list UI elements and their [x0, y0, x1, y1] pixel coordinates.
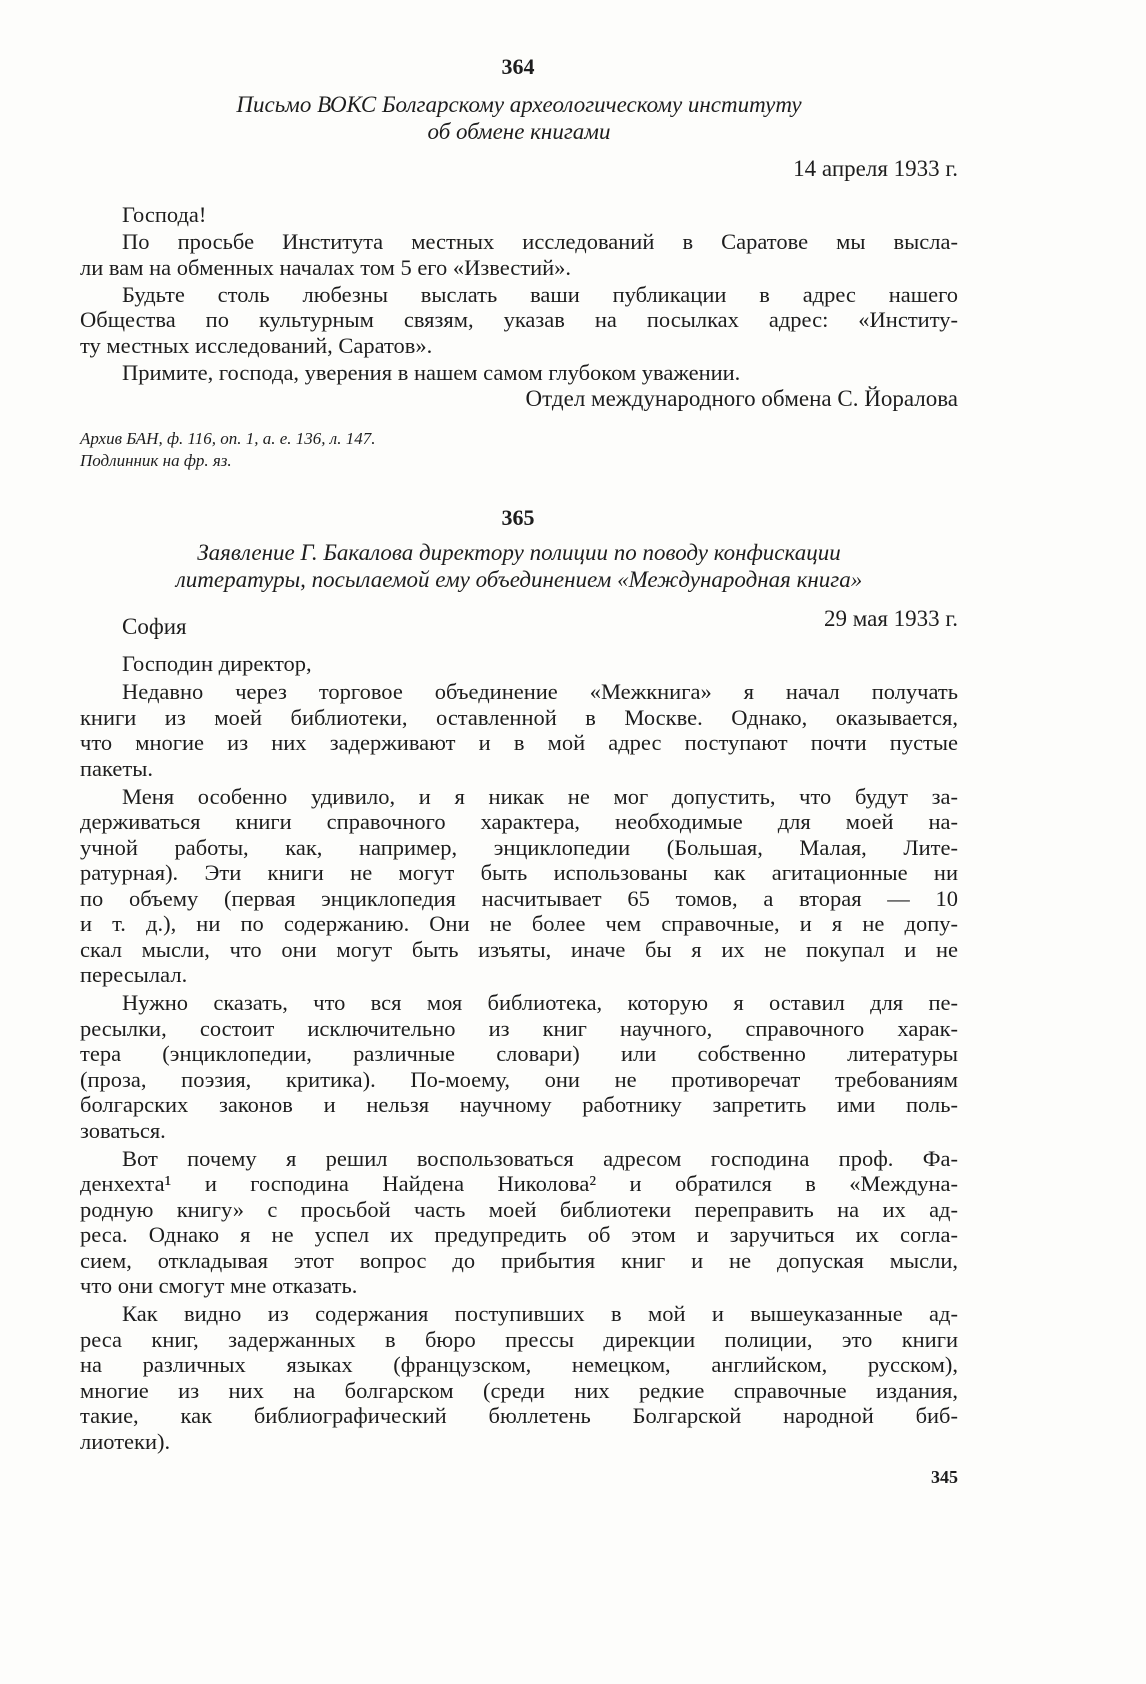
text-line: Меня особенно удивило, и я никак не мог допустить, что будут за- — [122, 783, 958, 809]
text-line: Примите, господа, уверения в нашем самом глубоком уважении. — [122, 359, 741, 385]
paragraph — [80, 1301, 958, 1454]
text-line: реса книг, задержанных в бюро прессы дирекции полиции, это книги — [80, 1326, 958, 1352]
text-line: ресылки, состоит исключительно из книг научного, справочного харак- — [80, 1015, 958, 1041]
text-line: держиваться книги справочного характера, необходимые для моей на- — [80, 809, 958, 834]
paragraph — [80, 651, 958, 677]
page-number: 345 — [931, 1467, 958, 1487]
text-line: тера (энциклопедии, различные словари) или собственно литературы — [80, 1041, 958, 1066]
paragraph — [80, 679, 958, 781]
text-line: ратурная). Эти книги не могут быть использованы как агитационные ни — [80, 860, 958, 885]
text-line: Нужно сказать, что вся моя библиотека, которую я оставил для пе- — [122, 990, 958, 1015]
text-line: реса. Однако я не успел их предупредить об этом и заручиться их согла- — [80, 1222, 958, 1247]
text-line: Господин директор, — [122, 651, 312, 676]
archive-source — [80, 428, 375, 472]
text-line: зоваться. — [80, 1117, 166, 1143]
text-line: Вот почему я решил воспользоваться адресом господина проф. Фа- — [122, 1145, 958, 1171]
letter-body — [80, 202, 958, 385]
paragraph — [80, 360, 958, 386]
text-line: и т. д.), ни по содержанию. Они не более чем справочные, и я не допу- — [80, 911, 958, 936]
document-number: 364 — [501, 54, 535, 79]
paragraph — [80, 282, 958, 359]
paragraph — [80, 202, 958, 228]
document-date: 14 апреля 1933 г. — [793, 156, 958, 181]
text-line: на различных языках (французском, немецком, английском, русском), — [80, 1352, 958, 1377]
paragraph — [80, 1146, 958, 1299]
text-line: такие, как библиографический бюллетень Болгарской народной биб- — [80, 1403, 958, 1428]
text-line: денхехта¹ и господина Найдена Николова² и обратился в «Междуна- — [80, 1171, 958, 1196]
document-date: 29 мая 1933 г. — [823, 606, 958, 631]
text-line: Как видно из содержания поступивших в мой и вышеуказанные ад- — [122, 1301, 958, 1326]
text-line: родную книгу» с просьбой часть моей библиотеки переправить на их ад- — [80, 1196, 958, 1222]
signature: Отдел международного обмена С. Йоралова — [525, 386, 958, 411]
statement-body — [80, 651, 958, 1454]
text-line: что многие из них задерживают и в мой адрес поступают почти пустые — [80, 730, 958, 755]
text-line: болгарских законов и нельзя научному работнику запретить ими поль- — [80, 1092, 958, 1117]
paragraph — [80, 784, 958, 988]
text-line: пересылал. — [80, 962, 188, 987]
text-line: учной работы, как, например, энциклопедии (Большая, Малая, Лите- — [80, 834, 958, 860]
text-line: По просьбе Института местных исследований в Саратове мы высла- — [122, 229, 958, 254]
document-number: 365 — [501, 505, 535, 530]
document-title — [80, 539, 958, 593]
document-place: София — [122, 614, 187, 639]
text-line: Господа! — [122, 202, 207, 227]
document-title — [80, 91, 958, 145]
text-line: Общества по культурным связям, указав на посылках адрес: «Институ- — [80, 307, 958, 332]
source-line: Подлинник на фр. яз. — [80, 451, 232, 470]
text-line: по объему (первая энциклопедия насчитывает 65 томов, а вторая — 10 — [80, 885, 958, 911]
source-line: Архив БАН, ф. 116, оп. 1, а. е. 136, л. 147. — [80, 429, 376, 448]
paragraph — [80, 990, 958, 1143]
text-line: многие из них на болгарском (среди них редкие справочные издания, — [80, 1377, 958, 1403]
text-line: что они смогут мне отказать. — [80, 1273, 358, 1298]
text-line: сием, откладывая этот вопрос до прибытия книг и не допуская мысли, — [80, 1247, 958, 1273]
text-line: книги из моей библиотеки, оставленной в Москве. Однако, оказывается, — [80, 704, 958, 730]
title-line: литературы, посылаемой ему объединением «Международная книга» — [175, 567, 863, 592]
text-line: ли вам на обменных началах том 5 его «Известий». — [80, 254, 572, 280]
text-line: лиотеки). — [80, 1428, 171, 1454]
text-line: (проза, поэзия, критика). По-моему, они не противоречат требованиям — [80, 1066, 958, 1092]
text-line: Будьте столь любезны выслать ваши публикации в адрес нашего — [122, 281, 958, 307]
text-line: пакеты. — [80, 755, 153, 781]
text-line: скал мысли, что они могут быть изъяты, иначе бы я их не покупал и не — [80, 936, 958, 962]
paragraph — [80, 229, 958, 280]
text-line: Недавно через торговое объединение «Межкнига» я начал получать — [122, 679, 958, 704]
title-line: Заявление Г. Бакалова директору полиции по поводу конфискации — [197, 540, 841, 565]
title-line: об обмене книгами — [427, 119, 611, 144]
text-line: ту местных исследований, Саратов». — [80, 332, 433, 358]
title-line: Письмо ВОКС Болгарскому археологическому институту — [236, 92, 802, 117]
